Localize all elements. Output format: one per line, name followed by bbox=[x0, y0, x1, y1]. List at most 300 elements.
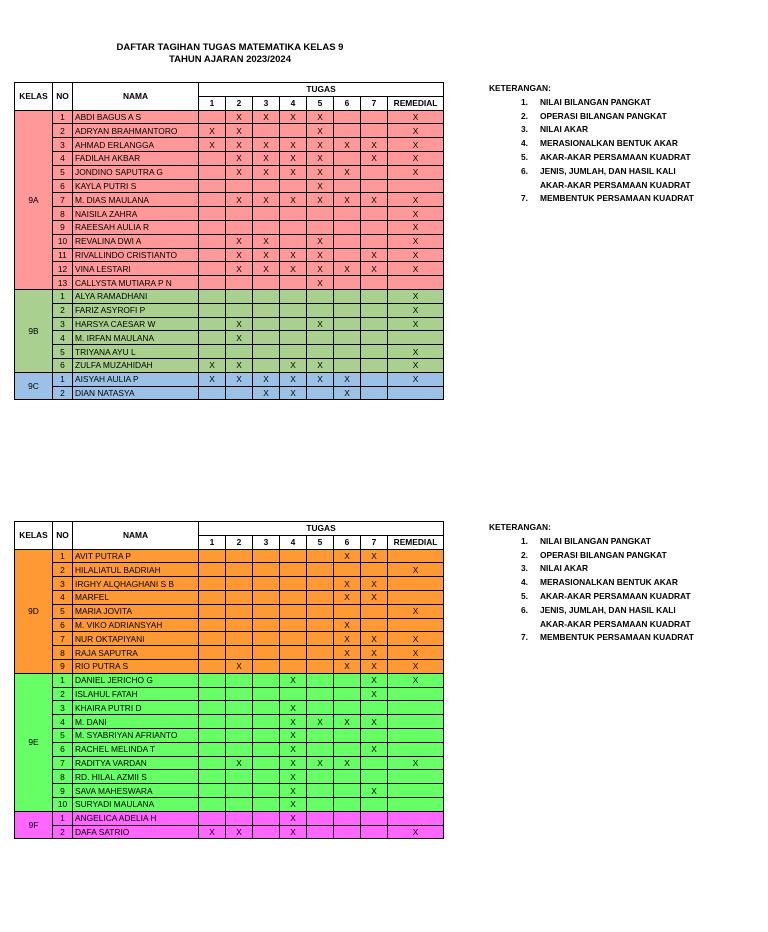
no-cell: 4 bbox=[53, 331, 73, 345]
tugas-mark-cell bbox=[280, 303, 307, 317]
remedial-cell: X bbox=[388, 646, 444, 660]
tugas-mark-cell bbox=[226, 687, 253, 701]
tugas-mark-cell bbox=[199, 289, 226, 303]
header-tugas-col: 2 bbox=[226, 96, 253, 110]
tugas-mark-cell: X bbox=[334, 138, 361, 152]
tugas-mark-cell: X bbox=[361, 673, 388, 687]
tugas-mark-cell bbox=[226, 303, 253, 317]
tugas-mark-cell bbox=[307, 220, 334, 234]
legend-item-text: NILAI AKAR bbox=[540, 563, 589, 574]
tugas-mark-cell: X bbox=[361, 590, 388, 604]
tugas-mark-cell bbox=[226, 742, 253, 756]
legend-item-text: JENIS, JUMLAH, DAN HASIL KALI bbox=[540, 604, 676, 615]
student-row bbox=[15, 262, 444, 276]
student-row bbox=[15, 604, 444, 618]
nama-cell: DAFA SATRIO bbox=[73, 825, 199, 839]
tugas-mark-cell bbox=[334, 563, 361, 577]
no-cell: 9 bbox=[53, 659, 73, 673]
tugas-mark-cell: X bbox=[361, 262, 388, 276]
legend-item bbox=[489, 535, 694, 549]
tugas-mark-cell: X bbox=[307, 179, 334, 193]
tugas-mark-cell bbox=[307, 728, 334, 742]
remedial-cell bbox=[388, 179, 444, 193]
no-cell: 8 bbox=[53, 646, 73, 660]
tugas-mark-cell: X bbox=[334, 262, 361, 276]
tugas-mark-cell bbox=[307, 632, 334, 646]
tugas-mark-cell: X bbox=[307, 358, 334, 372]
legend-item-number: 3. bbox=[521, 124, 528, 135]
header-nama: NAMA bbox=[73, 83, 199, 111]
student-row bbox=[15, 659, 444, 673]
no-cell: 5 bbox=[53, 345, 73, 359]
nama-cell: RAJA SAPUTRA bbox=[73, 646, 199, 660]
header-tugas-col: 3 bbox=[253, 96, 280, 110]
tugas-mark-cell bbox=[334, 289, 361, 303]
tugas-mark-cell: X bbox=[226, 331, 253, 345]
tugas-mark-cell bbox=[199, 590, 226, 604]
legend-keterangan-2 bbox=[489, 521, 694, 645]
nama-cell: DIAN NATASYA bbox=[73, 386, 199, 400]
header-row bbox=[15, 522, 444, 536]
student-row bbox=[15, 590, 444, 604]
tugas-mark-cell bbox=[361, 604, 388, 618]
tugas-mark-cell bbox=[334, 673, 361, 687]
tugas-mark-cell: X bbox=[280, 193, 307, 207]
tugas-mark-cell: X bbox=[334, 372, 361, 386]
tugas-mark-cell: X bbox=[280, 138, 307, 152]
no-cell: 5 bbox=[53, 165, 73, 179]
tugas-mark-cell bbox=[334, 124, 361, 138]
legend-title: KETERANGAN: bbox=[489, 522, 551, 532]
legend-item-number: 2. bbox=[521, 110, 528, 121]
tugas-mark-cell bbox=[199, 262, 226, 276]
tugas-mark-cell: X bbox=[226, 110, 253, 124]
no-cell: 10 bbox=[53, 234, 73, 248]
remedial-cell: X bbox=[388, 317, 444, 331]
tugas-mark-cell: X bbox=[253, 248, 280, 262]
tugas-mark-cell bbox=[361, 811, 388, 825]
student-row bbox=[15, 165, 444, 179]
nama-cell: M. VIKO ADRIANSYAH bbox=[73, 618, 199, 632]
header-tugas-col: 6 bbox=[334, 535, 361, 549]
tugas-mark-cell: X bbox=[226, 372, 253, 386]
remedial-cell: X bbox=[388, 262, 444, 276]
legend-item bbox=[489, 137, 694, 151]
tugas-mark-cell bbox=[361, 317, 388, 331]
student-row bbox=[15, 276, 444, 290]
tugas-mark-cell: X bbox=[334, 549, 361, 563]
tugas-mark-cell bbox=[226, 632, 253, 646]
tugas-mark-cell bbox=[334, 604, 361, 618]
tugas-mark-cell: X bbox=[253, 386, 280, 400]
tugas-mark-cell bbox=[226, 673, 253, 687]
remedial-cell bbox=[388, 811, 444, 825]
tugas-mark-cell: X bbox=[280, 742, 307, 756]
tugas-mark-cell: X bbox=[226, 138, 253, 152]
tugas-mark-cell bbox=[307, 659, 334, 673]
legend-item bbox=[489, 604, 694, 618]
nama-cell: ZULFA MUZAHIDAH bbox=[73, 358, 199, 372]
tugas-mark-cell bbox=[253, 358, 280, 372]
remedial-cell: X bbox=[388, 165, 444, 179]
tugas-mark-cell bbox=[226, 618, 253, 632]
tugas-mark-cell bbox=[199, 248, 226, 262]
legend-item-text: NILAI AKAR bbox=[540, 124, 589, 135]
tugas-mark-cell bbox=[334, 825, 361, 839]
no-cell: 1 bbox=[53, 549, 73, 563]
tugas-mark-cell bbox=[280, 220, 307, 234]
tugas-mark-cell: X bbox=[334, 386, 361, 400]
tugas-mark-cell: X bbox=[226, 248, 253, 262]
remedial-cell: X bbox=[388, 632, 444, 646]
student-row bbox=[15, 248, 444, 262]
tugas-mark-cell bbox=[307, 604, 334, 618]
no-cell: 8 bbox=[53, 770, 73, 784]
remedial-cell bbox=[388, 687, 444, 701]
tugas-mark-cell bbox=[361, 563, 388, 577]
tugas-mark-cell bbox=[253, 124, 280, 138]
tugas-mark-cell bbox=[253, 331, 280, 345]
tugas-mark-cell: X bbox=[361, 577, 388, 591]
tugas-mark-cell bbox=[199, 193, 226, 207]
nama-cell: FARIZ ASYROFI P bbox=[73, 303, 199, 317]
remedial-cell: X bbox=[388, 234, 444, 248]
remedial-cell: X bbox=[388, 825, 444, 839]
nama-cell: RACHEL MELINDA T bbox=[73, 742, 199, 756]
nama-cell: ALYA RAMADHANI bbox=[73, 289, 199, 303]
tugas-mark-cell bbox=[253, 770, 280, 784]
legend-item-text: OPERASI BILANGAN PANGKAT bbox=[540, 549, 667, 560]
no-cell: 2 bbox=[53, 825, 73, 839]
legend-item-number: 3. bbox=[521, 563, 528, 574]
tugas-mark-cell bbox=[280, 618, 307, 632]
tugas-mark-cell bbox=[199, 110, 226, 124]
remedial-cell bbox=[388, 715, 444, 729]
tugas-mark-cell bbox=[253, 303, 280, 317]
kelas-cell: 9E bbox=[15, 673, 53, 811]
tugas-mark-cell: X bbox=[226, 193, 253, 207]
tugas-mark-cell bbox=[226, 207, 253, 221]
kelas-cell: 9B bbox=[15, 289, 53, 372]
tugas-mark-cell bbox=[226, 577, 253, 591]
tugas-mark-cell bbox=[361, 234, 388, 248]
tugas-mark-cell bbox=[253, 784, 280, 798]
header-tugas-col: 4 bbox=[280, 96, 307, 110]
tugas-mark-cell bbox=[361, 770, 388, 784]
tugas-mark-cell bbox=[226, 728, 253, 742]
tugas-mark-cell: X bbox=[199, 124, 226, 138]
no-cell: 1 bbox=[53, 673, 73, 687]
tugas-mark-cell bbox=[307, 825, 334, 839]
tugas-mark-cell bbox=[199, 770, 226, 784]
remedial-cell: X bbox=[388, 358, 444, 372]
tugas-mark-cell bbox=[307, 303, 334, 317]
tugas-mark-cell bbox=[334, 248, 361, 262]
tugas-mark-cell: X bbox=[226, 317, 253, 331]
remedial-cell: X bbox=[388, 673, 444, 687]
tugas-mark-cell bbox=[280, 604, 307, 618]
remedial-cell bbox=[388, 386, 444, 400]
tugas-mark-cell bbox=[226, 549, 253, 563]
header-tugas-col: REMEDIAL bbox=[388, 96, 444, 110]
tugas-mark-cell bbox=[280, 549, 307, 563]
tugas-mark-cell bbox=[307, 770, 334, 784]
tugas-mark-cell bbox=[334, 728, 361, 742]
tugas-mark-cell: X bbox=[280, 248, 307, 262]
legend-title: KETERANGAN: bbox=[489, 83, 551, 93]
legend-item bbox=[489, 123, 694, 137]
tugas-mark-cell bbox=[361, 618, 388, 632]
legend-item-number bbox=[489, 618, 540, 632]
nama-cell: CALLYSTA MUTIARA P N bbox=[73, 276, 199, 290]
tugas-mark-cell bbox=[334, 742, 361, 756]
header-kelas: KELAS bbox=[15, 522, 53, 550]
tugas-mark-cell bbox=[307, 797, 334, 811]
tugas-mark-cell: X bbox=[361, 646, 388, 660]
tugas-mark-cell bbox=[253, 715, 280, 729]
assignment-table-1 bbox=[14, 82, 444, 400]
legend-item bbox=[489, 576, 694, 590]
header-kelas: KELAS bbox=[15, 83, 53, 111]
tugas-mark-cell: X bbox=[280, 728, 307, 742]
no-cell: 12 bbox=[53, 262, 73, 276]
student-row bbox=[15, 234, 444, 248]
tugas-mark-cell bbox=[226, 590, 253, 604]
student-row bbox=[15, 151, 444, 165]
remedial-cell bbox=[388, 549, 444, 563]
legend-keterangan-1 bbox=[489, 82, 694, 206]
header-tugas-col: REMEDIAL bbox=[388, 535, 444, 549]
tugas-mark-cell bbox=[307, 687, 334, 701]
tugas-mark-cell bbox=[334, 358, 361, 372]
remedial-cell bbox=[388, 797, 444, 811]
no-cell: 5 bbox=[53, 728, 73, 742]
tugas-mark-cell: X bbox=[307, 715, 334, 729]
remedial-cell: X bbox=[388, 345, 444, 359]
tugas-mark-cell: X bbox=[199, 358, 226, 372]
tugas-mark-cell bbox=[253, 811, 280, 825]
tugas-mark-cell bbox=[253, 220, 280, 234]
header-no: NO bbox=[53, 522, 73, 550]
tugas-mark-cell: X bbox=[361, 715, 388, 729]
tugas-mark-cell: X bbox=[361, 248, 388, 262]
no-cell: 4 bbox=[53, 590, 73, 604]
student-row bbox=[15, 193, 444, 207]
kelas-cell: 9A bbox=[15, 110, 53, 289]
tugas-mark-cell: X bbox=[226, 234, 253, 248]
tugas-mark-cell: X bbox=[280, 811, 307, 825]
nama-cell: MARFEL bbox=[73, 590, 199, 604]
legend-item-number: 7. bbox=[521, 193, 528, 204]
tugas-mark-cell bbox=[361, 331, 388, 345]
tugas-mark-cell bbox=[334, 303, 361, 317]
tugas-mark-cell bbox=[361, 276, 388, 290]
no-cell: 10 bbox=[53, 797, 73, 811]
tugas-mark-cell bbox=[253, 659, 280, 673]
no-cell: 2 bbox=[53, 303, 73, 317]
tugas-mark-cell bbox=[280, 179, 307, 193]
tugas-mark-cell bbox=[307, 701, 334, 715]
tugas-mark-cell bbox=[280, 124, 307, 138]
nama-cell: NUR OKTAPIYANI bbox=[73, 632, 199, 646]
legend-item-text: AKAR-AKAR PERSAMAAN KUADRAT bbox=[540, 179, 691, 190]
tugas-mark-cell bbox=[199, 618, 226, 632]
no-cell: 3 bbox=[53, 138, 73, 152]
header-tugas-col: 3 bbox=[253, 535, 280, 549]
header-tugas-col: 7 bbox=[361, 96, 388, 110]
student-row bbox=[15, 289, 444, 303]
tugas-mark-cell: X bbox=[280, 784, 307, 798]
student-row bbox=[15, 563, 444, 577]
tugas-mark-cell: X bbox=[307, 276, 334, 290]
nama-cell: IRGHY ALQHAGHANI S B bbox=[73, 577, 199, 591]
tugas-mark-cell: X bbox=[334, 659, 361, 673]
tugas-mark-cell bbox=[280, 659, 307, 673]
tugas-mark-cell bbox=[307, 618, 334, 632]
tugas-mark-cell: X bbox=[307, 372, 334, 386]
tugas-mark-cell bbox=[226, 784, 253, 798]
student-row bbox=[15, 701, 444, 715]
tugas-mark-cell bbox=[307, 577, 334, 591]
remedial-cell: X bbox=[388, 563, 444, 577]
tugas-mark-cell: X bbox=[334, 632, 361, 646]
tugas-mark-cell bbox=[307, 646, 334, 660]
tugas-mark-cell: X bbox=[280, 110, 307, 124]
no-cell: 5 bbox=[53, 604, 73, 618]
tugas-mark-cell bbox=[361, 825, 388, 839]
tugas-mark-cell: X bbox=[307, 151, 334, 165]
tugas-mark-cell: X bbox=[307, 193, 334, 207]
tugas-mark-cell: X bbox=[280, 701, 307, 715]
legend-item bbox=[489, 110, 694, 124]
tugas-mark-cell: X bbox=[226, 151, 253, 165]
legend-item-number: 1. bbox=[521, 96, 528, 107]
tugas-mark-cell bbox=[334, 317, 361, 331]
tugas-mark-cell: X bbox=[361, 742, 388, 756]
tugas-mark-cell bbox=[253, 207, 280, 221]
kelas-cell: 9F bbox=[15, 811, 53, 839]
tugas-mark-cell: X bbox=[361, 151, 388, 165]
tugas-mark-cell bbox=[253, 701, 280, 715]
nama-cell: KAYLA PUTRI S bbox=[73, 179, 199, 193]
tugas-mark-cell: X bbox=[280, 165, 307, 179]
tugas-mark-cell bbox=[253, 604, 280, 618]
legend-item-text: AKAR-AKAR PERSAMAAN KUADRAT bbox=[540, 618, 691, 629]
no-cell: 1 bbox=[53, 110, 73, 124]
legend-item-text: OPERASI BILANGAN PANGKAT bbox=[540, 110, 667, 121]
no-cell: 1 bbox=[53, 811, 73, 825]
tugas-mark-cell bbox=[199, 549, 226, 563]
header-tugas-col: 6 bbox=[334, 96, 361, 110]
nama-cell: HILALIATUL BADRIAH bbox=[73, 563, 199, 577]
tugas-mark-cell bbox=[199, 715, 226, 729]
legend-item bbox=[489, 165, 694, 179]
tugas-mark-cell: X bbox=[280, 797, 307, 811]
tugas-mark-cell bbox=[307, 784, 334, 798]
nama-cell: REVALINA DWI A bbox=[73, 234, 199, 248]
tugas-mark-cell: X bbox=[307, 110, 334, 124]
nama-cell: M. SYABRIYAN AFRIANTO bbox=[73, 728, 199, 742]
tugas-mark-cell bbox=[199, 331, 226, 345]
no-cell: 1 bbox=[53, 372, 73, 386]
tugas-mark-cell bbox=[199, 632, 226, 646]
student-row bbox=[15, 331, 444, 345]
student-row bbox=[15, 138, 444, 152]
header-no: NO bbox=[53, 83, 73, 111]
nama-cell: FADILAH AKBAR bbox=[73, 151, 199, 165]
tugas-mark-cell bbox=[334, 797, 361, 811]
tugas-mark-cell: X bbox=[226, 358, 253, 372]
tugas-mark-cell bbox=[226, 289, 253, 303]
remedial-cell bbox=[388, 784, 444, 798]
tugas-mark-cell bbox=[334, 110, 361, 124]
tugas-mark-cell bbox=[307, 331, 334, 345]
remedial-cell: X bbox=[388, 220, 444, 234]
tugas-mark-cell: X bbox=[334, 577, 361, 591]
header-tugas-col: 1 bbox=[199, 535, 226, 549]
student-row bbox=[15, 179, 444, 193]
tugas-mark-cell: X bbox=[334, 756, 361, 770]
legend-item-text: NILAI BILANGAN PANGKAT bbox=[540, 96, 651, 107]
student-row bbox=[15, 770, 444, 784]
tugas-mark-cell: X bbox=[280, 372, 307, 386]
tugas-mark-cell bbox=[334, 151, 361, 165]
tugas-mark-cell bbox=[361, 124, 388, 138]
legend-item bbox=[489, 549, 694, 563]
tugas-mark-cell: X bbox=[361, 784, 388, 798]
tugas-mark-cell: X bbox=[307, 756, 334, 770]
no-cell: 13 bbox=[53, 276, 73, 290]
tugas-mark-cell bbox=[253, 179, 280, 193]
tugas-mark-cell bbox=[199, 345, 226, 359]
tugas-mark-cell: X bbox=[253, 372, 280, 386]
tugas-mark-cell: X bbox=[334, 590, 361, 604]
tugas-mark-cell: X bbox=[280, 262, 307, 276]
legend-item-text: NILAI BILANGAN PANGKAT bbox=[540, 535, 651, 546]
nama-cell: M. IRFAN MAULANA bbox=[73, 331, 199, 345]
nama-cell: NAISILA ZAHRA bbox=[73, 207, 199, 221]
nama-cell: ISLAHUL FATAH bbox=[73, 687, 199, 701]
tugas-mark-cell bbox=[280, 577, 307, 591]
tugas-mark-cell: X bbox=[361, 632, 388, 646]
tugas-mark-cell: X bbox=[334, 646, 361, 660]
header-tugas: TUGAS bbox=[199, 522, 444, 536]
legend-item-text: MERASIONALKAN BENTUK AKAR bbox=[540, 138, 678, 149]
student-row bbox=[15, 618, 444, 632]
tugas-mark-cell: X bbox=[253, 138, 280, 152]
tugas-mark-cell bbox=[253, 687, 280, 701]
header-tugas-col: 1 bbox=[199, 96, 226, 110]
tugas-mark-cell bbox=[253, 632, 280, 646]
tugas-mark-cell: X bbox=[253, 262, 280, 276]
tugas-mark-cell bbox=[253, 563, 280, 577]
tugas-mark-cell bbox=[199, 811, 226, 825]
legend-item-text: MERASIONALKAN BENTUK AKAR bbox=[540, 577, 678, 588]
kelas-cell: 9C bbox=[15, 372, 53, 400]
tugas-mark-cell: X bbox=[226, 124, 253, 138]
nama-cell: ABDI BAGUS A S bbox=[73, 110, 199, 124]
tugas-mark-cell bbox=[280, 563, 307, 577]
tugas-mark-cell bbox=[280, 345, 307, 359]
tugas-mark-cell: X bbox=[334, 715, 361, 729]
tugas-mark-cell bbox=[226, 276, 253, 290]
tugas-mark-cell bbox=[334, 234, 361, 248]
tugas-mark-cell: X bbox=[361, 687, 388, 701]
student-row bbox=[15, 303, 444, 317]
header-row bbox=[15, 83, 444, 97]
remedial-cell bbox=[388, 742, 444, 756]
no-cell: 3 bbox=[53, 577, 73, 591]
